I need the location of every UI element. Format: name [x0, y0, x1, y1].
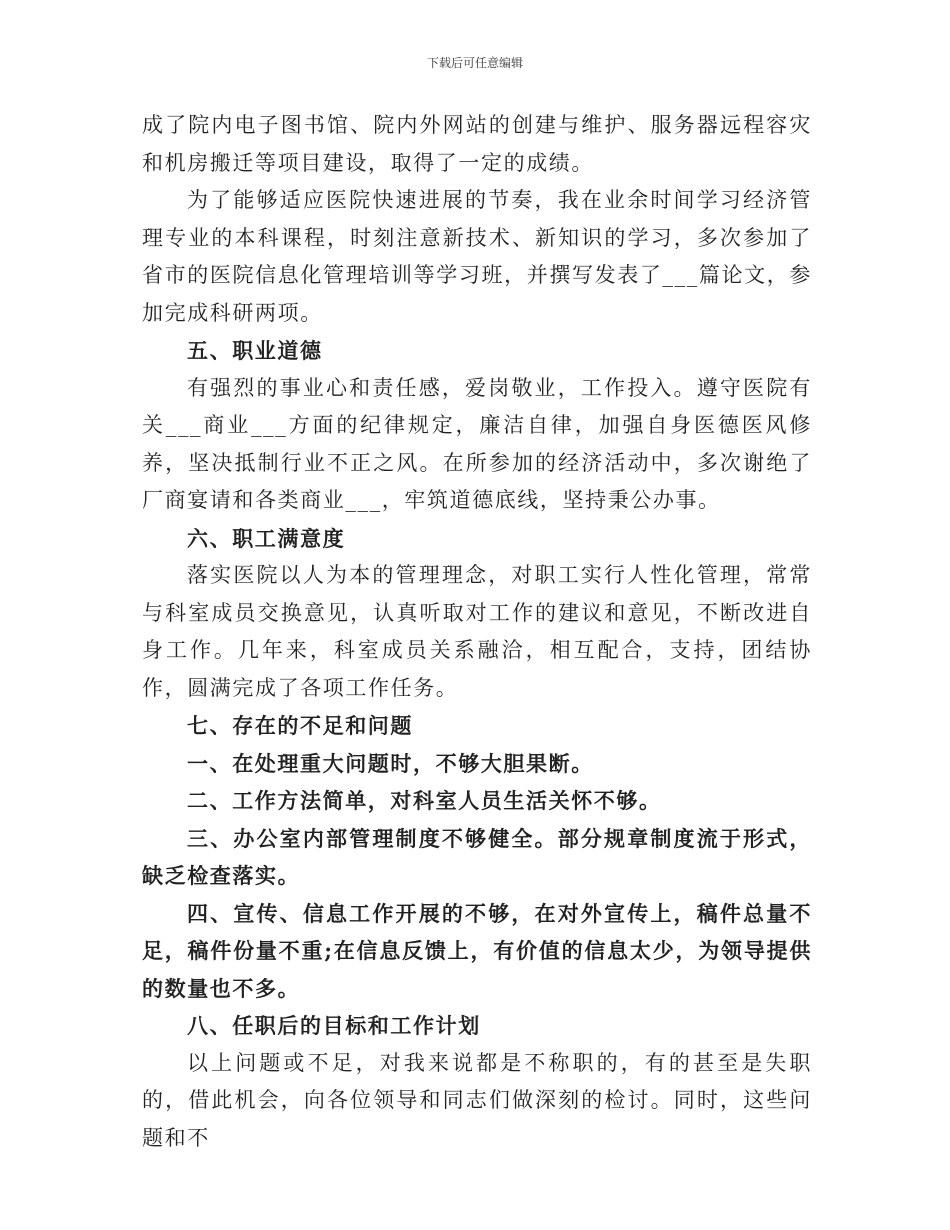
paragraph-satisfaction: 落实医院以人为本的管理理念，对职工实行人性化管理，常常与科室成员交换意见，认真听取对工作的建议和意见，不断改进自身工作。几年来，科室成员关系融洽，相互配合，支持，团结协作，圆满完成了各项工作任务。 [142, 563, 812, 700]
section-heading-ethics: 五、职业道德 [187, 338, 323, 363]
problem-item-1: 一、在处理重大问题时，不够大胆果断。 [187, 750, 594, 776]
paragraph-continuation: 成了院内电子图书馆、院内外网站的创建与维护、服务器远程容灾和机房搬迁等项目建设，取得了一定的成绩。 [142, 113, 812, 175]
problem-item-4: 四、宣传、信息工作开展的不够，在对外宣传上，稿件总量不足，稿件份量不重;在信息反馈上，有价值的信息太少，为领导提供的数量也不多。 [142, 900, 812, 1001]
section-heading-goals: 八、任职后的目标和工作计划 [187, 1013, 481, 1038]
problem-item-2: 二、工作方法简单，对科室人员生活关怀不够。 [187, 788, 662, 813]
document-body [142, 107, 812, 1157]
section-heading-problems: 七、存在的不足和问题 [187, 713, 413, 738]
problem-item-3: 三、办公室内部管理制度不够健全。部分规章制度流于形式，缺乏检查落实。 [142, 825, 812, 888]
page-header: 下载后可任意编辑 [426, 56, 523, 70]
paragraph-study: 为了能够适应医院快速进展的节奏，我在业余时间学习经济管理专业的本科课程，时刻注意新技术、新知识的学习，多次参加了省市的医院信息化管理培训等学习班，并撰写发表了___篇论文，参加完成科研两项。 [142, 188, 812, 325]
section-heading-satisfaction: 六、职工满意度 [187, 525, 346, 551]
paragraph-goals: 以上问题或不足，对我来说都是不称职的，有的甚至是失职的，借此机会，向各位领导和同志们做深刻的检讨。同时，这些问题和不 [142, 1050, 812, 1150]
paragraph-ethics: 有强烈的事业心和责任感，爱岗敬业，工作投入。遵守医院有关___商业___方面的纪律规定，廉洁自律，加强自身医德医风修养，坚决抵制行业不正之风。在所参加的经济活动中，多次谢绝了厂商宴请和各类商业___，牢筑道德底线，坚持秉公办事。 [142, 375, 812, 512]
